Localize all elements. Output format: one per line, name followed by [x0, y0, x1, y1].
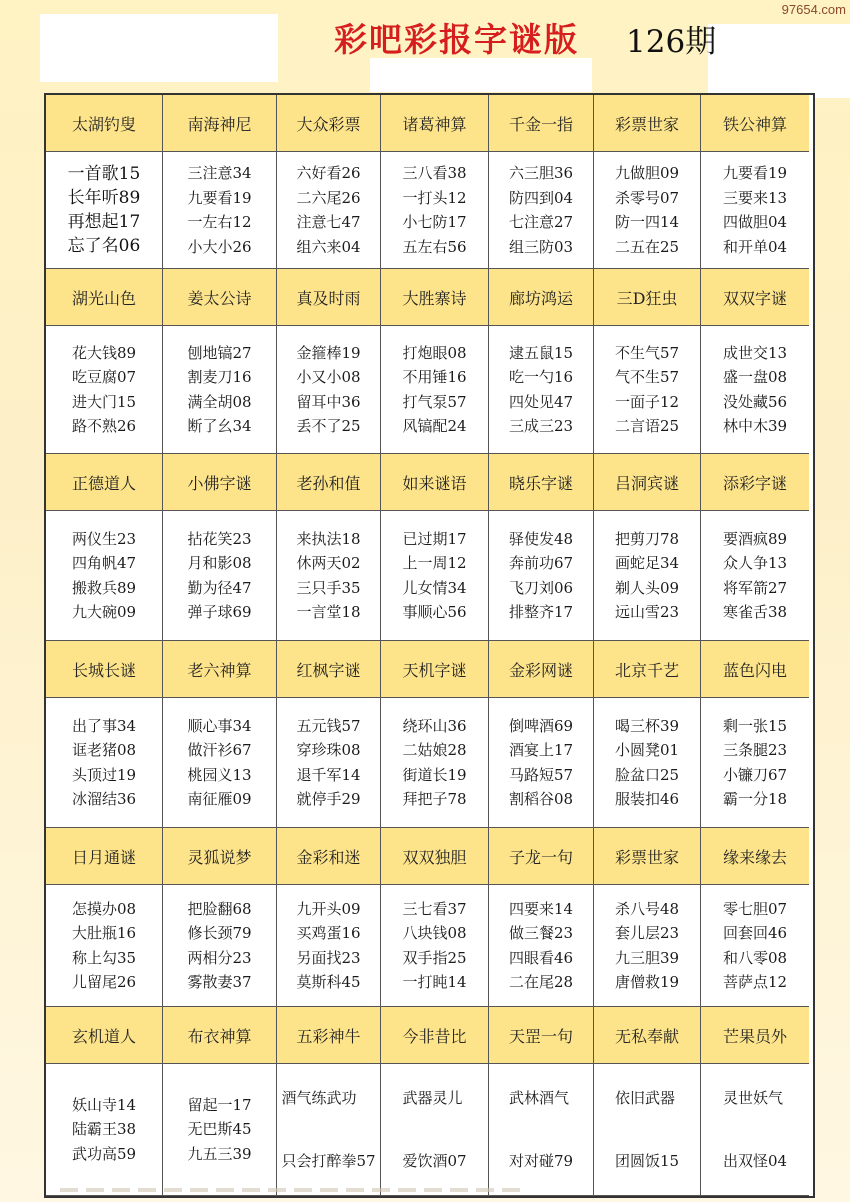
- section-6-name-6: 无私奉献: [594, 1007, 701, 1064]
- section-5-cell-7: [701, 885, 809, 1007]
- riddle-line: 丢不了25: [296, 417, 361, 435]
- riddle-line: 拈花笑23: [187, 529, 252, 548]
- riddle-line: 逮五鼠15: [508, 343, 574, 362]
- riddle-line: 要酒疯89: [722, 529, 788, 548]
- section-5-name-5: 子龙一句: [489, 828, 594, 885]
- riddle-line: 一面子12: [614, 392, 680, 411]
- riddle-line: 唐僧救19: [614, 973, 680, 991]
- section-3-cell-3: [277, 511, 381, 641]
- riddle-line: 九五三39: [187, 1144, 252, 1163]
- riddle-line: 二五在25: [614, 237, 680, 256]
- riddle-line: 冰溜结36: [71, 790, 137, 808]
- riddle-line: 武林酒气: [508, 1089, 569, 1107]
- riddle-line: 莫斯科45: [296, 973, 361, 991]
- section-2-cell-5: [489, 326, 594, 454]
- section-2-name-7: 双双字谜: [701, 269, 809, 326]
- riddle-line: 寒雀舌38: [722, 603, 788, 621]
- riddle-line: 组三防03: [508, 237, 574, 256]
- riddle-line: 进大门15: [71, 392, 137, 411]
- section-4-name-5: 金彩网谜: [489, 641, 594, 698]
- riddle-line: 三条腿23: [722, 741, 788, 759]
- section-6-cell-5: [489, 1064, 594, 1196]
- riddle-line: 两相分23: [187, 948, 252, 967]
- riddle-line: 两仪生23: [71, 529, 137, 548]
- riddle-line: 大肚瓶16: [71, 924, 137, 942]
- riddle-line: 三成三23: [508, 417, 574, 435]
- riddle-line: 街道长19: [402, 765, 467, 784]
- section-3-name-1: 正德道人: [46, 454, 163, 511]
- section-3-cell-7: [701, 511, 809, 641]
- riddle-line: 四眼看46: [508, 948, 574, 967]
- section-2-cell-7: [701, 326, 809, 454]
- section-2-name-5: 廊坊鸿运: [489, 269, 594, 326]
- section-6-name-3: 五彩神牛: [277, 1007, 381, 1064]
- section-3-name-6: 吕洞宾谜: [594, 454, 701, 511]
- riddle-line: 注意七47: [296, 213, 361, 231]
- riddle-line: 服装扣46: [614, 790, 680, 808]
- section-2-name-1: 湖光山色: [46, 269, 163, 326]
- riddle-line: 勤为径47: [187, 578, 252, 597]
- riddle-line: 剃人头09: [614, 578, 680, 597]
- riddle-line: 七注意27: [508, 213, 574, 231]
- riddle-line: 吃豆腐07: [71, 368, 137, 386]
- riddle-line: 出了事34: [71, 716, 137, 735]
- riddle-line: 一首歌15: [67, 164, 141, 184]
- riddle-line: 花大钱89: [71, 343, 137, 362]
- riddle-line: 三七看37: [402, 899, 467, 918]
- riddle-line: 忘了名06: [67, 236, 141, 256]
- section-1-cell-7: [701, 152, 809, 269]
- riddle-line: 怎摸办08: [71, 899, 137, 918]
- riddle-line: 防一四14: [614, 213, 680, 231]
- riddle-grid: [44, 93, 815, 1198]
- section-6-cell-7: [701, 1064, 809, 1196]
- riddle-line: 酒气练武功: [281, 1089, 357, 1107]
- riddle-line: 五左右56: [402, 237, 467, 256]
- riddle-line: 弹子球69: [187, 603, 252, 621]
- section-2-name-2: 姜太公诗: [163, 269, 277, 326]
- riddle-line: 灵世妖气: [722, 1089, 783, 1107]
- riddle-line: 拜把子78: [402, 790, 467, 808]
- section-2-cell-4: [381, 326, 489, 454]
- footer-scribble: [60, 1188, 520, 1192]
- section-1-name-7: 铁公神算: [701, 95, 809, 152]
- riddle-line: 小大小26: [187, 237, 252, 256]
- riddle-line: 绕环山36: [402, 716, 467, 735]
- riddle-line: 刨地镐27: [187, 343, 252, 362]
- section-3-cell-4: [381, 511, 489, 641]
- riddle-line: 打炮眼08: [402, 343, 467, 362]
- riddle-line: 已过期17: [402, 529, 467, 548]
- section-1-cell-4: [381, 152, 489, 269]
- riddle-line: 割麦刀16: [187, 368, 252, 386]
- section-4-cell-4: [381, 698, 489, 828]
- riddle-line: 和八零08: [722, 948, 788, 967]
- riddle-line: 做三餐23: [508, 924, 574, 942]
- white-patch-center: [370, 58, 592, 92]
- riddle-line: 妖山寺14: [71, 1095, 137, 1114]
- riddle-line: 九要看19: [722, 164, 788, 182]
- section-4-cell-1: [46, 698, 163, 828]
- riddle-line: 只会打醉拳57: [281, 1151, 376, 1170]
- riddle-line: 成世交13: [722, 343, 788, 362]
- riddle-line: 九做胆09: [614, 164, 680, 182]
- riddle-line: 团圆饭15: [614, 1151, 680, 1170]
- section-1-cell-5: [489, 152, 594, 269]
- section-6-name-1: 玄机道人: [46, 1007, 163, 1064]
- section-4-name-7: 蓝色闪电: [701, 641, 809, 698]
- riddle-line: 小镰刀67: [722, 765, 788, 784]
- riddle-line: 断了幺34: [187, 417, 252, 435]
- riddle-line: 二言语25: [614, 417, 680, 435]
- riddle-line: 修长颈79: [187, 924, 252, 942]
- riddle-line: 酒宴上17: [508, 741, 574, 759]
- riddle-line: 脸盆口25: [614, 765, 680, 784]
- riddle-line: 剩一张15: [722, 716, 788, 735]
- riddle-line: 二在尾28: [508, 973, 574, 991]
- riddle-line: 菩萨点12: [722, 973, 788, 991]
- riddle-line: 儿留尾26: [71, 973, 137, 991]
- riddle-line: 画蛇足34: [614, 554, 680, 572]
- section-5-cell-3: [277, 885, 381, 1007]
- section-5-cell-4: [381, 885, 489, 1007]
- riddle-line: 诓老猪08: [71, 741, 137, 759]
- section-4-cell-2: [163, 698, 277, 828]
- section-6-cell-4: [381, 1064, 489, 1196]
- section-5-name-7: 缘来缘去: [701, 828, 809, 885]
- page-title: 彩吧彩报字谜版: [334, 20, 579, 59]
- section-1-name-3: 大众彩票: [277, 95, 381, 152]
- section-6-name-2: 布衣神算: [163, 1007, 277, 1064]
- section-6-cell-6: [594, 1064, 701, 1196]
- riddle-line: 三八看38: [402, 164, 467, 182]
- riddle-line: 打气泵57: [402, 392, 467, 411]
- riddle-line: 四角帆47: [71, 554, 137, 572]
- section-3-cell-1: [46, 511, 163, 641]
- section-1-name-2: 南海神尼: [163, 95, 277, 152]
- riddle-line: 依旧武器: [614, 1089, 675, 1107]
- riddle-line: 把脸翻68: [187, 899, 252, 918]
- riddle-line: 驿使发48: [508, 529, 574, 548]
- section-6-cell-1: [46, 1064, 163, 1196]
- riddle-line: 无巴斯45: [187, 1120, 252, 1139]
- riddle-line: 金箍棒19: [296, 343, 361, 362]
- section-2-name-4: 大胜寨诗: [381, 269, 489, 326]
- riddle-line: 儿女情34: [402, 578, 467, 597]
- section-2-cell-3: [277, 326, 381, 454]
- section-1-name-1: 太湖钓叟: [46, 95, 163, 152]
- riddle-line: 双手指25: [402, 948, 467, 967]
- riddle-line: 休两天02: [296, 554, 361, 572]
- section-3-name-2: 小佛字谜: [163, 454, 277, 511]
- section-5-cell-1: [46, 885, 163, 1007]
- section-1-name-4: 诸葛神算: [381, 95, 489, 152]
- riddle-line: 和开单04: [722, 237, 788, 256]
- section-3-cell-6: [594, 511, 701, 641]
- riddle-line: 小七防17: [402, 213, 467, 231]
- section-1-cell-3: [277, 152, 381, 269]
- riddle-line: 退千军14: [296, 765, 361, 784]
- riddle-line: 四做胆04: [722, 213, 788, 231]
- riddle-line: 飞刀刘06: [508, 578, 574, 597]
- riddle-line: 长年听89: [67, 188, 141, 208]
- section-6-cell-2: [163, 1064, 277, 1196]
- section-5-name-6: 彩票世家: [594, 828, 701, 885]
- riddle-line: 小又小08: [296, 368, 361, 386]
- section-6-name-5: 天罡一句: [489, 1007, 594, 1064]
- riddle-line: 陆霸王38: [71, 1120, 137, 1139]
- riddle-line: 一左右12: [187, 213, 252, 231]
- riddle-line: 零七胆07: [722, 899, 788, 918]
- riddle-line: 桃园义13: [187, 765, 252, 784]
- section-4-cell-7: [701, 698, 809, 828]
- riddle-line: 盛一盘08: [722, 368, 788, 386]
- riddle-line: 组六来04: [296, 237, 361, 256]
- section-4-name-1: 长城长谜: [46, 641, 163, 698]
- riddle-line: 一打头12: [402, 188, 467, 207]
- section-2-cell-2: [163, 326, 277, 454]
- riddle-line: 满全胡08: [187, 392, 252, 411]
- section-1-cell-2: [163, 152, 277, 269]
- riddle-line: 三注意34: [187, 164, 252, 182]
- section-5-cell-5: [489, 885, 594, 1007]
- riddle-line: 搬救兵89: [71, 578, 137, 597]
- white-patch-left: [40, 14, 278, 82]
- riddle-line: 五元钱57: [296, 716, 361, 735]
- section-4-cell-6: [594, 698, 701, 828]
- riddle-line: 杀零号07: [614, 188, 680, 207]
- riddle-line: 出双怪04: [722, 1151, 788, 1170]
- riddle-line: 事顺心56: [402, 603, 467, 621]
- riddle-line: 套儿层23: [614, 924, 680, 942]
- riddle-line: 奔前功67: [508, 554, 574, 572]
- riddle-line: 来执法18: [296, 529, 361, 548]
- riddle-line: 武器灵儿: [402, 1089, 463, 1107]
- riddle-line: 八块钱08: [402, 924, 467, 942]
- section-1-name-6: 彩票世家: [594, 95, 701, 152]
- riddle-line: 一言堂18: [296, 603, 361, 621]
- riddle-line: 三要来13: [722, 188, 788, 207]
- riddle-line: 南征雁09: [187, 790, 252, 808]
- section-3-name-5: 晓乐字谜: [489, 454, 594, 511]
- issue-number: 126期: [626, 24, 717, 60]
- riddle-line: 杀八号48: [614, 899, 680, 918]
- riddle-line: 九大碗09: [71, 603, 137, 621]
- riddle-line: 雾散妻37: [187, 973, 252, 991]
- section-5-cell-6: [594, 885, 701, 1007]
- section-2-name-6: 三D狂虫: [594, 269, 701, 326]
- riddle-line: 路不熟26: [71, 417, 137, 435]
- riddle-line: 霸一分18: [722, 790, 788, 808]
- riddle-line: 二姑娘28: [402, 741, 467, 759]
- riddle-line: 九三胆39: [614, 948, 680, 967]
- riddle-line: 六三胆36: [508, 164, 574, 182]
- riddle-line: 爱饮酒07: [402, 1151, 467, 1170]
- riddle-line: 就停手29: [296, 790, 361, 808]
- section-1-name-5: 千金一指: [489, 95, 594, 152]
- riddle-line: 称上勾35: [71, 948, 137, 967]
- section-4-name-4: 天机字谜: [381, 641, 489, 698]
- white-patch-right: [708, 24, 850, 98]
- riddle-line: 割稻谷08: [508, 790, 574, 808]
- riddle-line: 买鸡蛋16: [296, 924, 361, 942]
- riddle-line: 留起一17: [187, 1095, 252, 1114]
- riddle-line: 做汗衫67: [187, 741, 252, 759]
- riddle-line: 不生气57: [614, 343, 680, 362]
- riddle-line: 顺心事34: [187, 716, 252, 735]
- riddle-line: 没处藏56: [722, 392, 788, 411]
- riddle-line: 月和影08: [187, 554, 252, 572]
- riddle-line: 穿珍珠08: [296, 741, 361, 759]
- riddle-line: 四处见47: [508, 392, 574, 411]
- section-3-cell-5: [489, 511, 594, 641]
- section-5-name-4: 双双独胆: [381, 828, 489, 885]
- section-4-cell-5: [489, 698, 594, 828]
- riddle-line: 一打盹14: [402, 973, 467, 991]
- riddle-line: 九开头09: [296, 899, 361, 918]
- riddle-line: 三只手35: [296, 578, 361, 597]
- riddle-line: 众人争13: [722, 554, 788, 572]
- riddle-line: 再想起17: [67, 212, 141, 232]
- section-2-cell-6: [594, 326, 701, 454]
- riddle-line: 上一周12: [402, 554, 467, 572]
- watermark: 97654.com: [781, 2, 846, 17]
- riddle-line: 武功高59: [71, 1144, 137, 1163]
- section-3-cell-2: [163, 511, 277, 641]
- riddle-line: 对对碰79: [508, 1151, 574, 1170]
- riddle-line: 九要看19: [187, 188, 252, 207]
- section-4-name-3: 红枫字谜: [277, 641, 381, 698]
- riddle-line: 林中木39: [722, 417, 788, 435]
- riddle-line: 六好看26: [296, 164, 361, 182]
- section-2-name-3: 真及时雨: [277, 269, 381, 326]
- riddle-line: 远山雪23: [614, 603, 680, 621]
- riddle-line: 另面找23: [296, 948, 361, 967]
- section-1-cell-1: [46, 152, 163, 269]
- section-3-name-3: 老孙和值: [277, 454, 381, 511]
- riddle-line: 二六尾26: [296, 188, 361, 207]
- section-4-cell-3: [277, 698, 381, 828]
- riddle-line: 防四到04: [508, 188, 574, 207]
- riddle-line: 把剪刀78: [614, 529, 680, 548]
- section-5-name-1: 日月通谜: [46, 828, 163, 885]
- riddle-line: 不用锤16: [402, 368, 467, 386]
- riddle-line: 四要来14: [508, 899, 574, 918]
- section-5-name-2: 灵狐说梦: [163, 828, 277, 885]
- section-1-cell-6: [594, 152, 701, 269]
- section-4-name-2: 老六神算: [163, 641, 277, 698]
- riddle-line: 气不生57: [614, 368, 680, 386]
- riddle-line: 排整齐17: [508, 603, 574, 621]
- section-6-cell-3: [277, 1064, 381, 1196]
- section-6-name-4: 今非昔比: [381, 1007, 489, 1064]
- section-5-cell-2: [163, 885, 277, 1007]
- section-6-name-7: 芒果员外: [701, 1007, 809, 1064]
- riddle-line: 风镐配24: [402, 417, 467, 435]
- riddle-line: 将军箭27: [722, 578, 788, 597]
- section-3-name-4: 如来谜语: [381, 454, 489, 511]
- riddle-line: 倒啤酒69: [508, 716, 574, 735]
- section-4-name-6: 北京千艺: [594, 641, 701, 698]
- section-2-cell-1: [46, 326, 163, 454]
- riddle-line: 留耳中36: [296, 392, 361, 411]
- riddle-line: 马路短57: [508, 765, 574, 784]
- section-3-name-7: 添彩字谜: [701, 454, 809, 511]
- riddle-line: 头顶过19: [71, 765, 137, 784]
- section-5-name-3: 金彩和迷: [277, 828, 381, 885]
- riddle-line: 回套回46: [722, 924, 788, 942]
- riddle-line: 吃一勺16: [508, 368, 574, 386]
- riddle-line: 小圆凳01: [614, 741, 680, 759]
- riddle-line: 喝三杯39: [614, 716, 680, 735]
